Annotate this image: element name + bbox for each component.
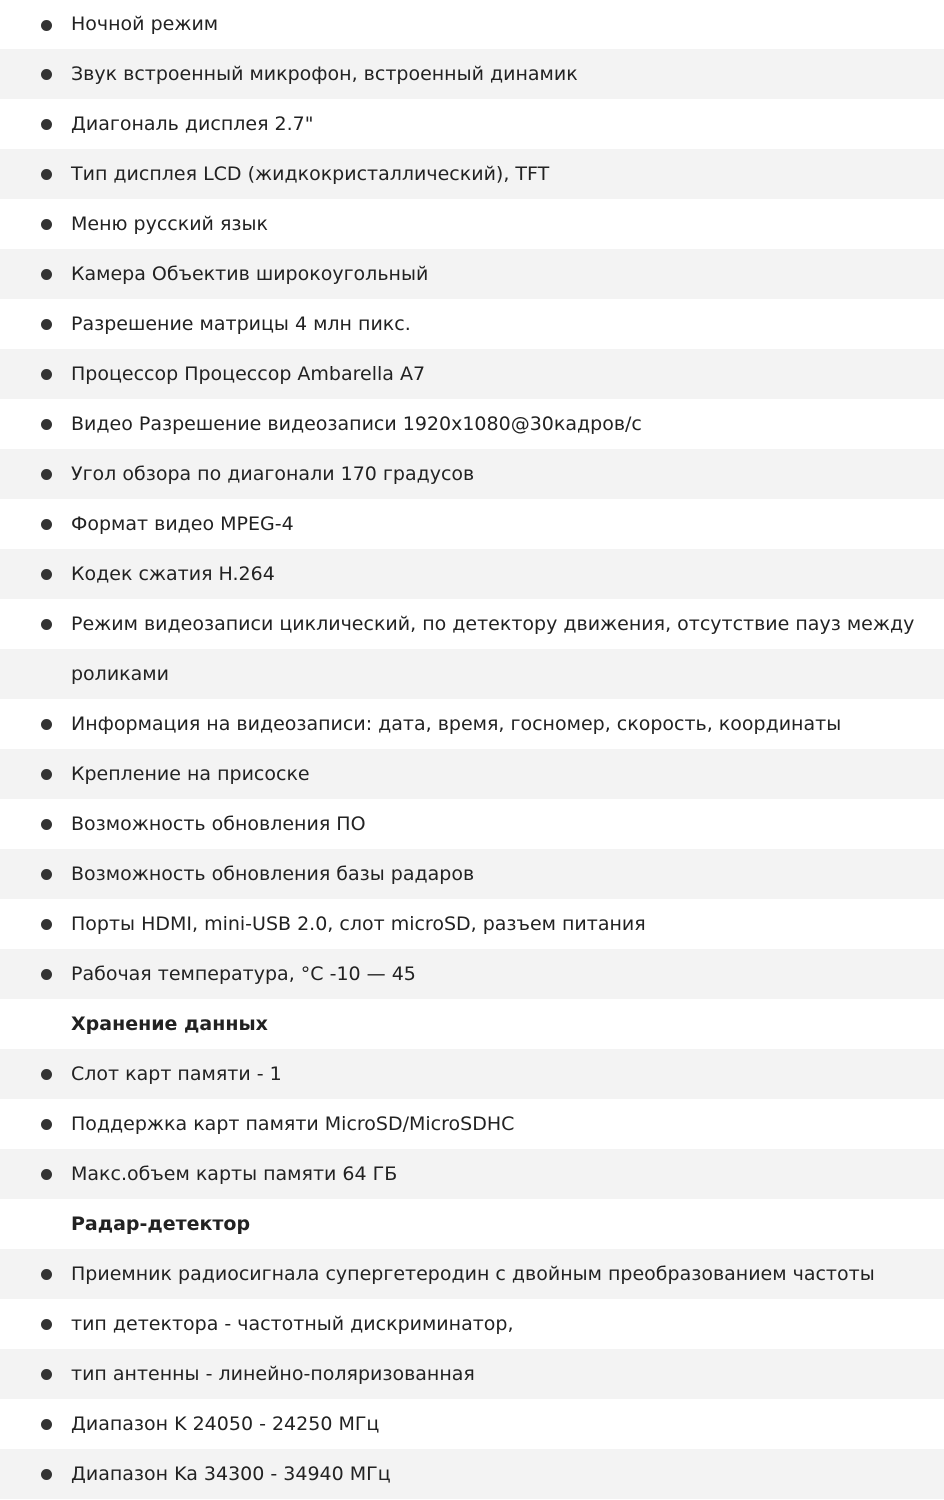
spec-row [0,249,944,299]
spec-text: Видео Разрешение видеозаписи 1920x1080@30кадров/с [71,413,642,435]
bullet-icon [41,619,52,630]
bullet-icon [41,819,52,830]
bullet-icon [41,319,52,330]
bullet-icon [41,969,52,980]
spec-text: Возможность обновления ПО [71,813,366,835]
bullet-icon [41,769,52,780]
spec-text: Разрешение матрицы 4 млн пикс. [71,313,411,335]
spec-text: Тип дисплея LCD (жидкокристаллический), TFT [71,163,550,185]
bullet-icon [41,20,52,31]
section-heading [0,999,944,1049]
bullet-icon [41,1419,52,1430]
spec-row [0,1149,944,1199]
section-heading-text: Радар-детектор [71,1213,251,1235]
spec-text: Формат видео MPEG-4 [71,513,294,535]
bullet-icon [41,419,52,430]
spec-row [0,899,944,949]
bullet-icon [41,919,52,930]
spec-row [0,1299,944,1349]
bullet-icon [41,119,52,130]
spec-row [0,299,944,349]
spec-row [0,1049,944,1099]
spec-text: Поддержка карт памяти MicroSD/MicroSDHC [71,1113,515,1135]
bullet-icon [41,719,52,730]
spec-text: Информация на видеозаписи: дата, время, госномер, скорость, координаты [71,713,842,735]
bullet-icon [41,219,52,230]
spec-text: Звук встроенный микрофон, встроенный динамик [71,63,578,85]
spec-row [0,749,944,799]
spec-row [0,149,944,199]
spec-text: Крепление на присоске [71,763,310,785]
spec-text: Диапазон K 24050 - 24250 МГц [71,1413,380,1435]
spec-text: Возможность обновления базы радаров [71,863,475,885]
bullet-icon [41,569,52,580]
spec-row [0,1449,944,1499]
spec-row [0,1349,944,1399]
bullet-icon [41,1319,52,1330]
spec-text: Меню русский язык [71,213,268,235]
spec-text: Слот карт памяти - 1 [71,1063,282,1085]
bullet-icon [41,169,52,180]
spec-row [0,949,944,999]
spec-row [0,399,944,449]
spec-text: Диагональ дисплея 2.7" [71,113,314,135]
spec-text: тип антенны - линейно-поляризованная [71,1363,475,1385]
bullet-icon [41,369,52,380]
spec-row [0,1099,944,1149]
spec-row [0,1249,944,1299]
bullet-icon [41,1169,52,1180]
spec-text: Процессор Процессор Ambarella A7 [71,363,426,385]
spec-text: Рабочая температура, °C -10 — 45 [71,963,416,985]
bullet-icon [41,469,52,480]
spec-row [0,199,944,249]
spec-text: Приемник радиосигнала супергетеродин с двойным преобразованием частоты [71,1263,875,1285]
spec-text: Диапазон Ka 34300 - 34940 МГц [71,1463,391,1485]
bullet-icon [41,1469,52,1480]
spec-row [0,449,944,499]
bullet-icon [41,1369,52,1380]
bullet-icon [41,1119,52,1130]
bullet-icon [41,869,52,880]
spec-text: Ночной режим [71,13,219,35]
spec-text: роликами [71,663,169,685]
spec-row [0,99,944,149]
bullet-icon [41,69,52,80]
bullet-icon [41,1269,52,1280]
bullet-icon [41,269,52,280]
spec-text: Угол обзора по диагонали 170 градусов [71,463,475,485]
spec-row-continuation [0,649,944,699]
spec-text: Режим видеозаписи циклический, по детектору движения, отсутствие пауз между [71,613,915,635]
spec-text: Макс.объем карты памяти 64 ГБ [71,1163,398,1185]
spec-row [0,799,944,849]
spec-text: тип детектора - частотный дискриминатор, [71,1313,514,1335]
spec-row [0,849,944,899]
spec-row [0,499,944,549]
spec-text: Кодек сжатия H.264 [71,563,275,585]
spec-row [0,549,944,599]
spec-text: Камера Объектив широкоугольный [71,263,429,285]
bullet-icon [41,519,52,530]
section-heading [0,1199,944,1249]
spec-row [0,1399,944,1449]
spec-row [0,0,944,49]
spec-row [0,349,944,399]
spec-row [0,599,944,649]
bullet-icon [41,1069,52,1080]
spec-text: Порты HDMI, mini-USB 2.0, слот microSD, разъем питания [71,913,646,935]
spec-row [0,49,944,99]
section-heading-text: Хранение данных [71,1013,268,1035]
spec-row [0,699,944,749]
